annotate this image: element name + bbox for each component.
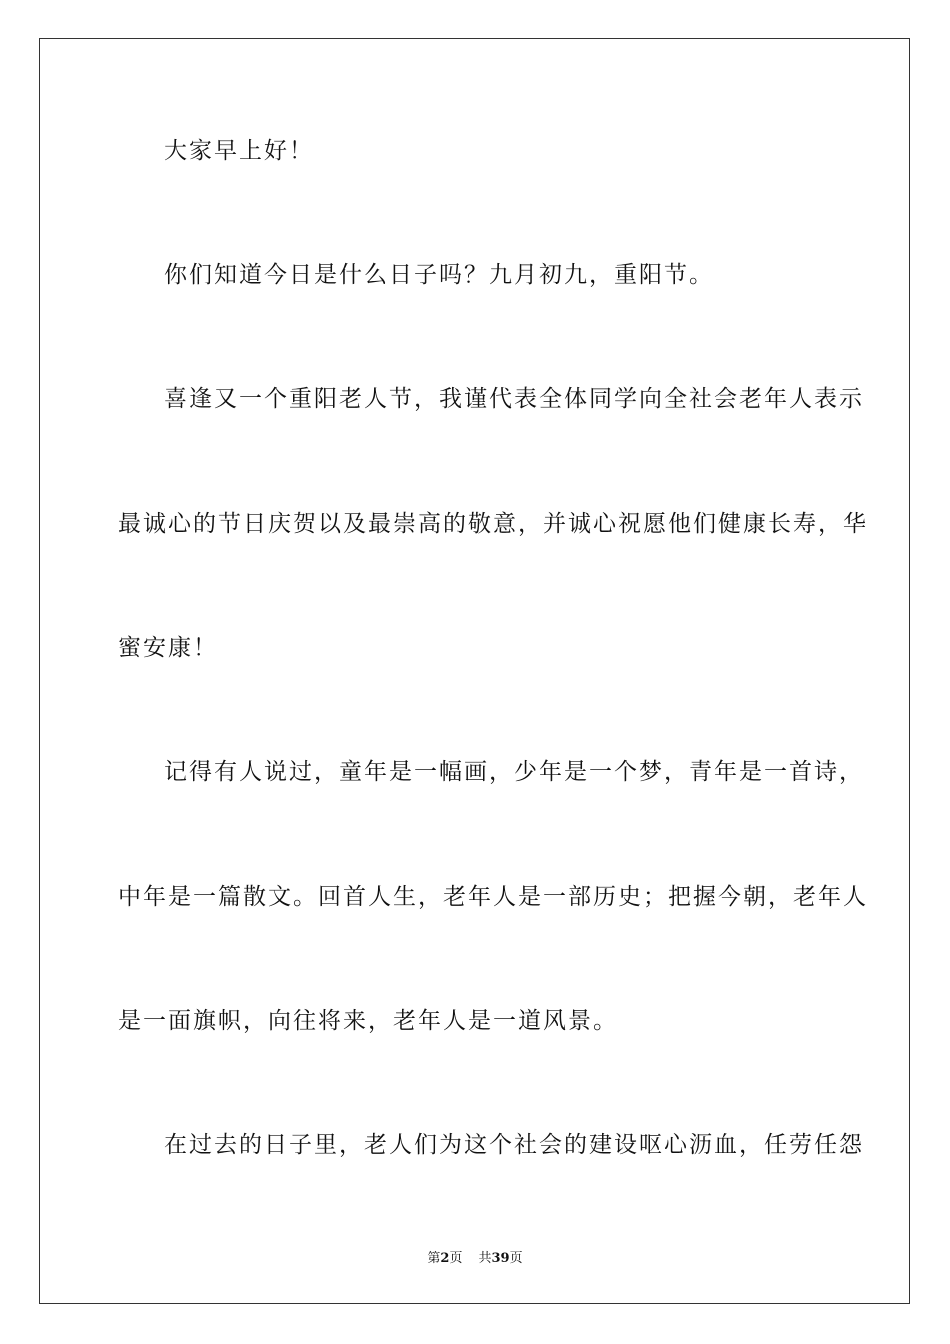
- page-footer: [0, 1247, 950, 1266]
- total-prefix: 共: [478, 1251, 492, 1266]
- paragraph-question: 你们知道今日是什么日子吗？九月初九，重阳节。: [164, 262, 714, 288]
- paragraph-past-line-1: 在过去的日子里，老人们为这个社会的建设呕心沥血，任劳任怨: [164, 1132, 864, 1158]
- paragraph-wishes-line-1: 喜逢又一个重阳老人节，我谨代表全体同学向全社会老年人表示: [164, 386, 864, 412]
- paragraph-wishes-line-3: 蜜安康！: [118, 635, 218, 661]
- total-suffix: 页: [509, 1251, 523, 1266]
- page-border: [39, 38, 910, 1304]
- paragraph-life-line-3: 是一面旗帜，向往将来，老年人是一道风景。: [118, 1008, 618, 1034]
- paragraph-life-line-1: 记得有人说过，童年是一幅画，少年是一个梦，青年是一首诗，: [164, 759, 864, 785]
- total-pages: 39: [491, 1251, 510, 1266]
- paragraph-greeting: 大家早上好！: [164, 138, 314, 164]
- page-number: 2: [440, 1251, 450, 1266]
- page-prefix: 第: [427, 1251, 441, 1266]
- paragraph-life-line-2: 中年是一篇散文。回首人生，老年人是一部历史；把握今朝，老年人: [118, 884, 868, 910]
- page-suffix: 页: [449, 1251, 463, 1266]
- paragraph-wishes-line-2: 最诚心的节日庆贺以及最崇高的敬意，并诚心祝愿他们健康长寿，华: [118, 511, 868, 537]
